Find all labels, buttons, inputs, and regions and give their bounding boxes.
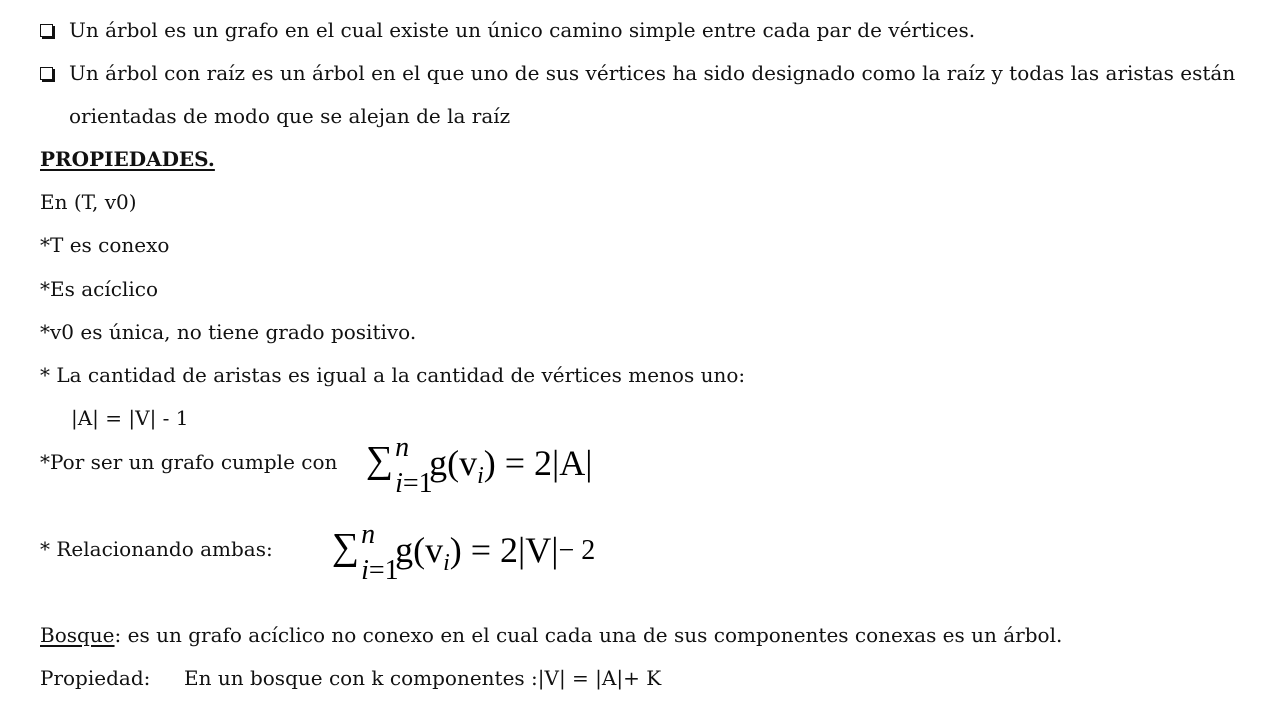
formula-subscript: i: [477, 463, 484, 490]
sigma-symbol: ∑: [366, 439, 394, 481]
lower-limit-value: =1: [368, 555, 399, 587]
bullet-text-continuation: orientadas de modo que se alejan de la raíz: [69, 104, 511, 128]
checkbox-bullet-icon: [40, 67, 53, 80]
lower-limit-value: =1: [402, 468, 433, 500]
property-line: * La cantidad de aristas es igual a la cantidad de vértices menos uno:: [40, 363, 746, 387]
property-line: *T es conexo: [40, 233, 170, 257]
bosque-text: : es un grafo acíclico no conexo en el cual cada una de sus componentes conexas es un árbol.: [114, 623, 1063, 647]
upper-limit: n: [361, 519, 376, 551]
lower-limit-var: i: [395, 468, 403, 500]
bullet-text: Un árbol con raíz es un árbol en el que uno de sus vértices ha sido designado como la raíz y todas las aristas están: [69, 61, 1236, 85]
formula-rhs: ) = 2|A|: [483, 443, 593, 484]
formula-function: g(v: [429, 443, 478, 484]
formula-function: g(v: [395, 530, 444, 571]
formula-minus-two: − 2: [558, 535, 596, 566]
property-line: En (T, v0): [40, 190, 137, 214]
property-line: *v0 es única, no tiene grado positivo.: [40, 320, 417, 344]
property-line: *Es acíclico: [40, 277, 158, 301]
property-line: * Relacionando ambas:: [40, 537, 273, 561]
checkbox-bullet-icon: [40, 24, 53, 37]
bosque-definition: [40, 622, 1062, 648]
formula-aristas: |A| = |V| - 1: [71, 406, 189, 430]
propiedad-label: Propiedad:: [40, 666, 151, 690]
bosque-term: Bosque: [40, 623, 115, 647]
bullet-text: Un árbol es un grafo en el cual existe un único camino simple entre cada par de vértices.: [69, 18, 976, 42]
sigma-symbol: ∑: [332, 526, 360, 568]
lower-limit-var: i: [361, 555, 369, 587]
formula-rhs: ) = 2|V|: [449, 530, 559, 571]
propiedad-text: En un bosque con k componentes :|V| = |A|+ K: [184, 666, 662, 690]
sum-degree-formula-relacion: [332, 519, 596, 587]
section-heading: PROPIEDADES.: [40, 147, 215, 171]
upper-limit: n: [395, 432, 410, 464]
sum-degree-formula: [366, 432, 593, 500]
property-line: *Por ser un grafo cumple con: [40, 450, 338, 474]
formula-subscript: i: [443, 550, 450, 577]
